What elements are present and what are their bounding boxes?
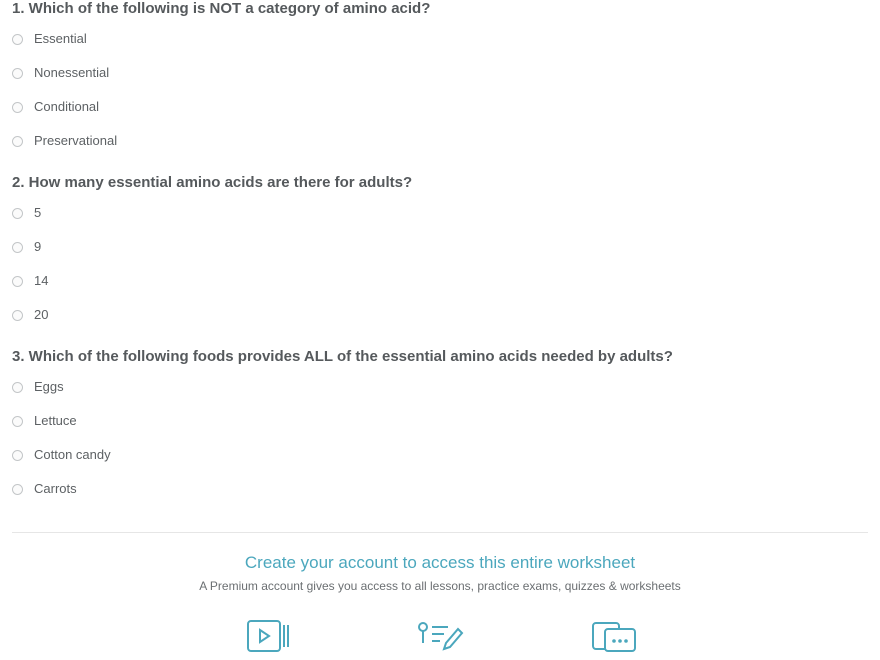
- radio-button-icon[interactable]: [12, 208, 23, 219]
- question-3-text: 3. Which of the following foods provides ALL of the essential amino acids needed by adults?: [12, 348, 673, 365]
- radio-button-icon[interactable]: [12, 276, 23, 287]
- option-row[interactable]: [12, 472, 868, 506]
- option-row[interactable]: [12, 56, 868, 90]
- question-3-options: [12, 370, 868, 506]
- option-row[interactable]: [12, 298, 868, 332]
- radio-button-icon[interactable]: [12, 68, 23, 79]
- video-lesson-icon: [242, 617, 290, 655]
- option-label: 14: [34, 273, 49, 288]
- promo-subtitle: A Premium account gives you access to all lessons, practice exams, quizzes & worksheets: [199, 579, 681, 593]
- option-label: Carrots: [34, 481, 77, 496]
- option-row[interactable]: [12, 438, 868, 472]
- radio-button-icon[interactable]: [12, 34, 23, 45]
- option-row[interactable]: [12, 370, 868, 404]
- flashcards-icon: [590, 617, 638, 655]
- question-spacer: [12, 332, 868, 348]
- option-label: Lettuce: [34, 413, 77, 428]
- radio-button-icon[interactable]: [12, 484, 23, 495]
- question-3: [12, 348, 868, 506]
- option-label: Conditional: [34, 99, 100, 114]
- question-2: [12, 174, 868, 332]
- question-1-options: [12, 22, 868, 158]
- radio-button-icon[interactable]: [12, 416, 23, 427]
- question-1-text: 1. Which of the following is NOT a category of amino acid?: [12, 0, 431, 17]
- question-2-text: 2. How many essential amino acids are there for adults?: [12, 174, 413, 191]
- option-label: 5: [34, 205, 42, 220]
- radio-button-icon[interactable]: [12, 310, 23, 321]
- option-row[interactable]: [12, 90, 868, 124]
- question-spacer: [12, 158, 868, 174]
- option-row[interactable]: [12, 22, 868, 56]
- question-1: [12, 0, 868, 158]
- option-row[interactable]: [12, 124, 868, 158]
- option-label: Essential: [34, 31, 87, 46]
- promo-icon-row: [0, 617, 880, 655]
- option-row[interactable]: [12, 230, 868, 264]
- option-label: Cotton candy: [34, 447, 111, 462]
- radio-button-icon[interactable]: [12, 136, 23, 147]
- option-row[interactable]: [12, 264, 868, 298]
- radio-button-icon[interactable]: [12, 242, 23, 253]
- question-2-options: [12, 196, 868, 332]
- radio-button-icon[interactable]: [12, 382, 23, 393]
- option-label: 20: [34, 307, 49, 322]
- option-label: 9: [34, 239, 42, 254]
- option-label: Nonessential: [34, 65, 110, 80]
- premium-promo: [0, 533, 880, 655]
- radio-button-icon[interactable]: [12, 450, 23, 461]
- quiz-pencil-icon: [416, 617, 464, 655]
- option-row[interactable]: [12, 196, 868, 230]
- radio-button-icon[interactable]: [12, 102, 23, 113]
- create-account-link[interactable]: Create your account to access this entire worksheet: [244, 553, 636, 572]
- option-label: Eggs: [34, 379, 64, 394]
- option-row[interactable]: [12, 404, 868, 438]
- option-label: Preservational: [34, 133, 118, 148]
